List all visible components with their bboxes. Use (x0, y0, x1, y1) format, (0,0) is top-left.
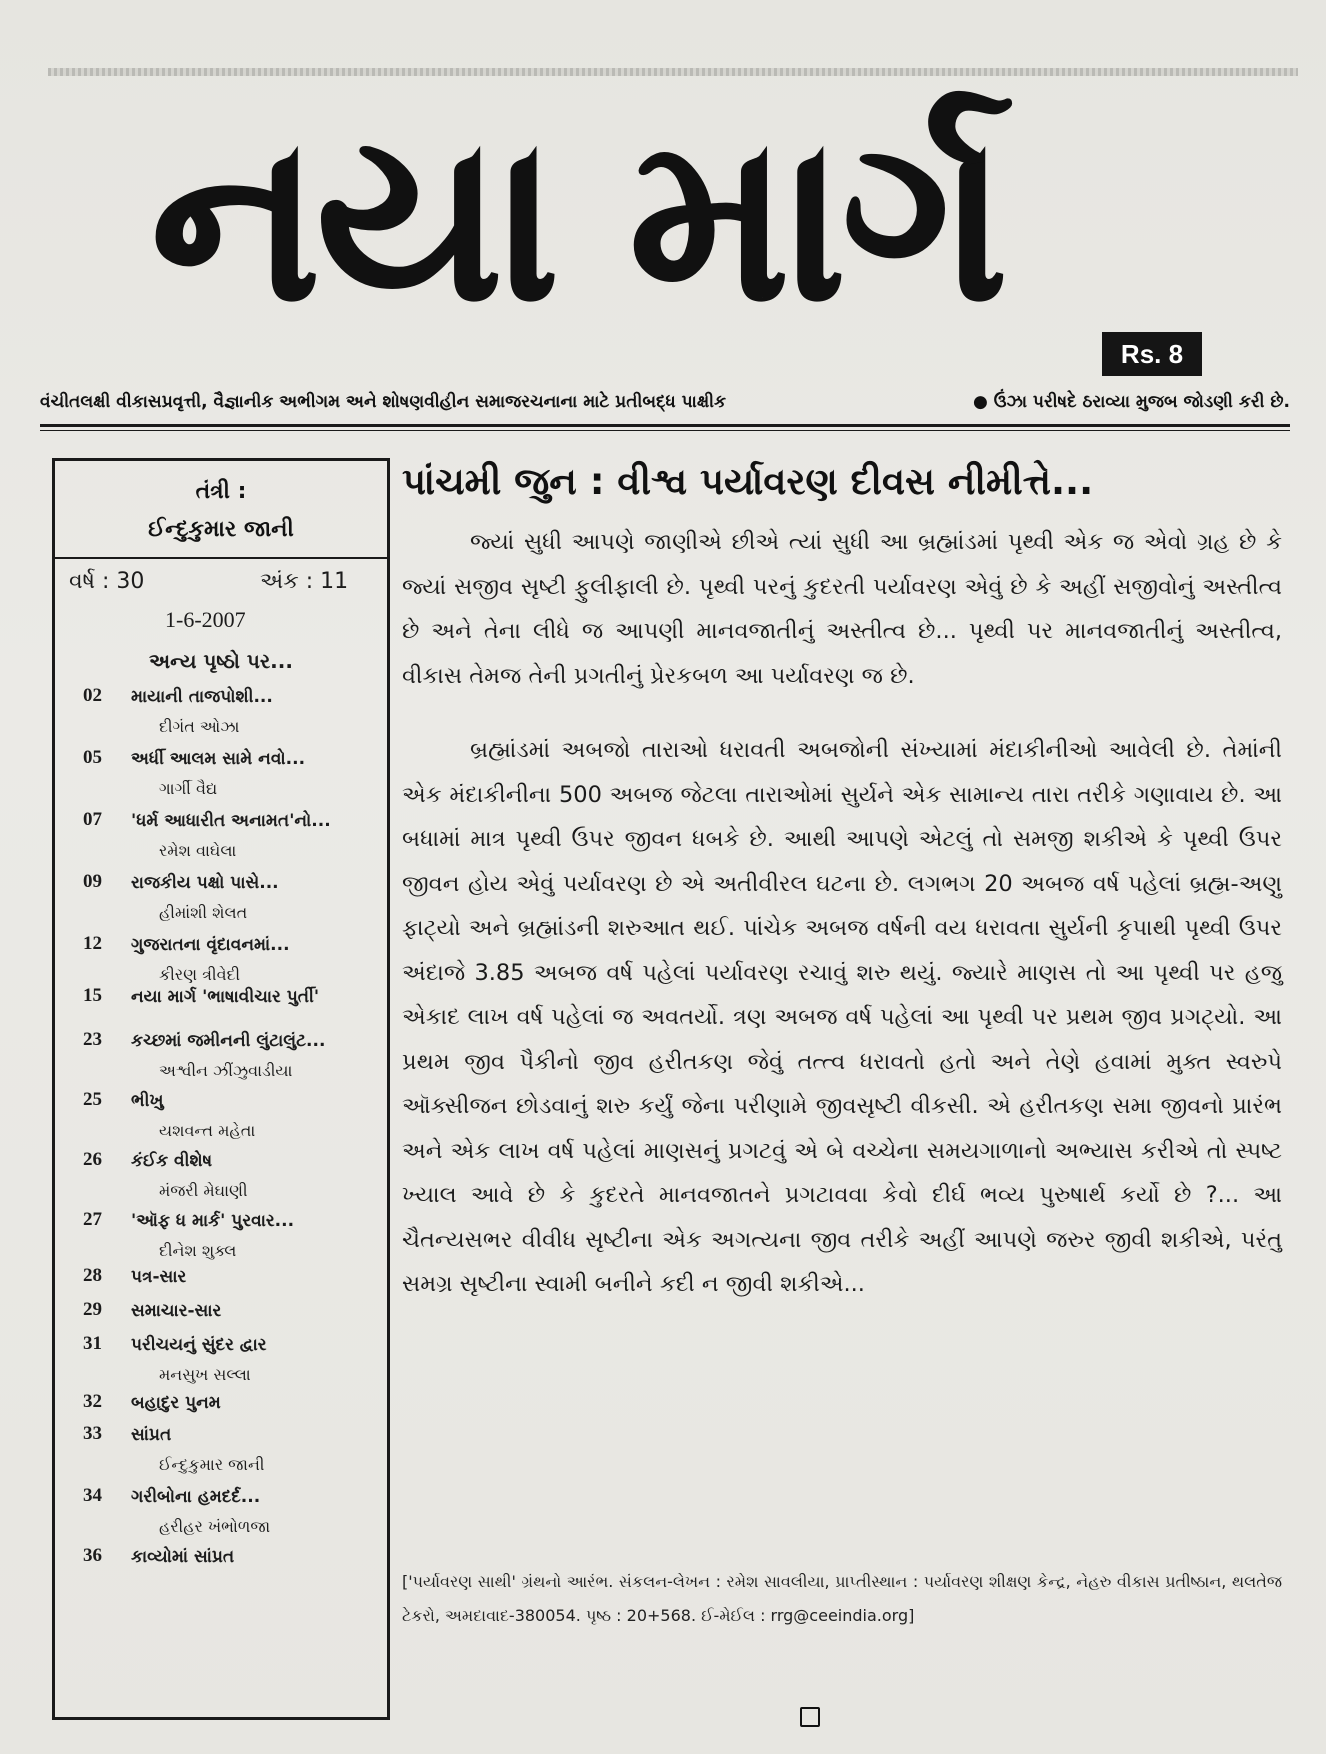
toc-author: ઈન્દુકુમાર જાની (159, 1455, 265, 1474)
toc-title: કંઈક વીશેષ (131, 1151, 213, 1171)
toc-title: ભીખુ (131, 1091, 164, 1111)
issue-date: 1-6-2007 (165, 607, 246, 632)
top-border-band (48, 68, 1298, 76)
toc-item (55, 871, 387, 931)
toc-item (55, 685, 387, 745)
toc-title: માયાની તાજપોશી... (131, 687, 273, 707)
other-pages-heading: અન્ય પૃષ્ઠો પર... (149, 649, 293, 673)
toc-title: પત્ર-સાર (131, 1267, 187, 1287)
toc-author: દીનેશ શુક્લ (159, 1241, 237, 1260)
toc-page-number: 28 (83, 1265, 102, 1286)
toc-page-number: 36 (83, 1545, 102, 1566)
header-rule (40, 424, 1290, 427)
header-rule-thin (40, 430, 1290, 431)
toc-author: હરીહર ખંભોળજા (159, 1517, 271, 1536)
masthead-title: નયા માર્ગ (150, 86, 1003, 353)
toc-item (55, 1485, 387, 1545)
toc-page-number: 12 (83, 933, 102, 954)
toc-author: હીમાંશી શેલત (159, 903, 248, 922)
toc-author: અશ્વીન ઝીંઝુવાડીયા (159, 1061, 293, 1080)
toc-title: સમાચાર-સાર (131, 1301, 222, 1321)
toc-page-number: 15 (83, 985, 102, 1006)
toc-page-number: 33 (83, 1423, 102, 1444)
toc-page-number: 07 (83, 809, 102, 830)
toc-item (55, 1029, 387, 1089)
toc-item (55, 1333, 387, 1393)
end-mark-icon (800, 1707, 820, 1727)
toc-page-number: 05 (83, 747, 102, 768)
toc-page-number: 09 (83, 871, 102, 892)
volume-number: વર્ષ : 30 (69, 569, 145, 594)
toc-title: સાંપ્રત (131, 1425, 172, 1445)
toc-author: યશવન્ત મહેતા (159, 1121, 256, 1140)
article-paragraph: જ્યાં સુધી આપણે જાણીએ છીએ ત્યાં સુધી આ બ્રહ્માંડમાં પૃથ્વી એક જ એવો ગ્રહ છે કે જ્યાં સજીવ સૃષ્ટી ફુલીફાલી છે. પૃથ્વી પરનું કુદરતી પર્યાવરણ એવું છે કે અહીં સજીવોનું અસ્તીત્વ છે અને તેના લીધે જ આપણી માનવજાતીનું અસ્તીત્વ છે... પૃથ્વી પર માનવજાતીનું અસ્તીત્વ, વીકાસ તેમજ તેની પ્રગતીનું પ્રેરકબળ આ પર્યાવરણ જ છે. (402, 529, 1282, 689)
toc-title: કાવ્યોમાં સાંપ્રત (131, 1547, 235, 1567)
editor-label: તંત્રી : (195, 479, 247, 504)
source-note: ['પર્યાવરણ સાથી' ગ્રંથનો આરંભ. સંકલન-લેખન : રમેશ સાવલીયા, પ્રાપ્તીસ્થાન : પર્યાવરણ શીક્ષણ કેન્દ્ર, નેહરુ વીકાસ પ્રતીષ્ઠાન, થલતેજ ટેકરો, અમદાવાદ-380054. પૃષ્ઠ : 20+568. ઈ-મેઈલ : rrg@ceeindia.org] (402, 1572, 1282, 1625)
toc-page-number: 02 (83, 685, 102, 706)
toc-title: અર્ધી આલમ સામે નવો... (131, 749, 306, 769)
toc-item (55, 933, 387, 993)
tagline-spelling-note: ● ઉંઝા પરીષદે ઠરાવ્યા મુજબ જોડણી કરી છે. (973, 392, 1290, 412)
toc-item (55, 809, 387, 869)
sidebar-divider (55, 557, 387, 559)
toc-page-number: 25 (83, 1089, 102, 1110)
editor-name: ઈન્દુકુમાર જાની (148, 517, 294, 542)
article-paragraph: બ્રહ્માંડમાં અબજો તારાઓ ધરાવતી અબજોની સંખ્યામાં મંદાકીનીઓ આવેલી છે. તેમાંની એક મંદાકીનીના 500 અબજ જેટલા તારાઓમાં સુર્યને એક સામાન્ય તારા તરીકે ગણાવાય છે. આ બધામાં માત્ર પૃથ્વી ઉપર જીવન ધબકે છે. આથી આપણે એટલું તો સમજી શકીએ કે પૃથ્વી ઉપર જીવન હોય એવું પર્યાવરણ છે એ અતીવીરલ ઘટના છે. લગભગ 20 અબજ વર્ષ પહેલાં બ્રહ્મ-અણુ ફાટ્યો અને બ્રહ્માંડની શરુઆત થઈ. પાંચેક અબજ વર્ષની વય ધરાવતા સુર્યની કૃપાથી પૃથ્વી ઉપર અંદાજે 3.85 અબજ વર્ષ પહેલાં પર્યાવરણ રચાવું શરુ થયું. જ્યારે માણસ તો આ પૃથ્વી પર હજુ એકાદ લાખ વર્ષ પહેલાં જ અવતર્યો. ત્રણ અબજ વર્ષ પહેલાં આ પૃથ્વી પર પ્રથમ જીવ પ્રગટ્યો. આ પ્રથમ જીવ પૈકીનો જીવ હરીતકણ જેવું તત્ત્વ ધરાવતો હતો અને તેણે હવામાં મુક્ત સ્વરુપે ઑક્સીજન છોડવાનું શરુ કર્યું જેના પરીણામે જીવસૃષ્ટી વીકસી. એ હરીતકણ સમા જીવનો પ્રારંભ અને એક લાખ વર્ષ પહેલાં માણસનું પ્રગટવું એ બે વચ્ચેના સમયગાળાનો અભ્યાસ કરીએ તો સ્પષ્ટ ખ્યાલ આવે છે કે કુદરતે માનવજાતને પ્રગટાવવા કેવો દીર્ઘ ભવ્ય પુરુષાર્થ કર્યો છે ?... આ ચૈતન્યસભર વીવીધ સૃષ્ટીના એક અગત્યના જીવ તરીકે અહીં આપણે જરુર જીવી શકીએ, પરંતુ સમગ્ર સૃષ્ટીના સ્વામી બનીને કદી ન જીવી શકીએ... (402, 737, 1282, 1297)
toc-title: કચ્છમાં જમીનની લુંટાલુંટ... (131, 1031, 326, 1051)
toc-item (55, 1209, 387, 1269)
toc-author: રમેશ વાઘેલા (159, 841, 237, 860)
toc-author: મંજરી મેઘાણી (159, 1181, 248, 1200)
toc-title: ગરીબોના હમદર્દ... (131, 1487, 261, 1507)
toc-item (55, 747, 387, 807)
toc-page-number: 29 (83, 1299, 102, 1320)
toc-page-number: 32 (83, 1391, 102, 1412)
toc-page-number: 26 (83, 1149, 102, 1170)
toc-title: રાજકીય પક્ષો પાસે... (131, 873, 279, 893)
toc-author: દીગંત ઓઝા (159, 717, 240, 736)
issue-number: અંક : 11 (260, 569, 349, 594)
toc-title: 'ધર્મ આધારીત અનામત'નો... (131, 811, 331, 831)
toc-author: ગાર્ગી વૈદ્ય (159, 779, 218, 798)
article-body (402, 520, 1282, 1307)
article-title: પાંચમી જુન : વીશ્વ પર્યાવરણ દીવસ નીમીત્તે... (402, 460, 1094, 503)
toc-title: ગુજરાતના વૃંદાવનમાં... (131, 935, 290, 955)
toc-title: નયા માર્ગ 'ભાષાવીચાર પુર્તી' (131, 987, 320, 1007)
contents-sidebar (52, 458, 390, 1720)
toc-item (55, 1545, 387, 1605)
toc-item (55, 1089, 387, 1149)
toc-item (55, 1149, 387, 1209)
toc-page-number: 31 (83, 1333, 102, 1354)
toc-title: પરીચયનું સુંદર દ્વાર (131, 1335, 267, 1355)
toc-page-number: 34 (83, 1485, 102, 1506)
toc-page-number: 23 (83, 1029, 102, 1050)
toc-author: કીરણ ત્રીવેદી (159, 965, 241, 984)
toc-page-number: 27 (83, 1209, 102, 1230)
toc-item (55, 1423, 387, 1483)
price-badge: Rs. 8 (1102, 332, 1202, 376)
toc-title: 'ઑફ ધ માર્ક' પુરવાર... (131, 1211, 295, 1231)
toc-author: મનસુખ સલ્લા (159, 1365, 251, 1384)
tagline-mission: વંચીતલક્ષી વીકાસપ્રવૃત્તી, વૈજ્ઞાનીક અભીગમ અને શોષણવીહીન સમાજરચનાના માટે પ્રતીબદ્ધ પાક્ષીક (40, 392, 727, 412)
toc-title: બહાદુર પુનમ (131, 1393, 221, 1413)
